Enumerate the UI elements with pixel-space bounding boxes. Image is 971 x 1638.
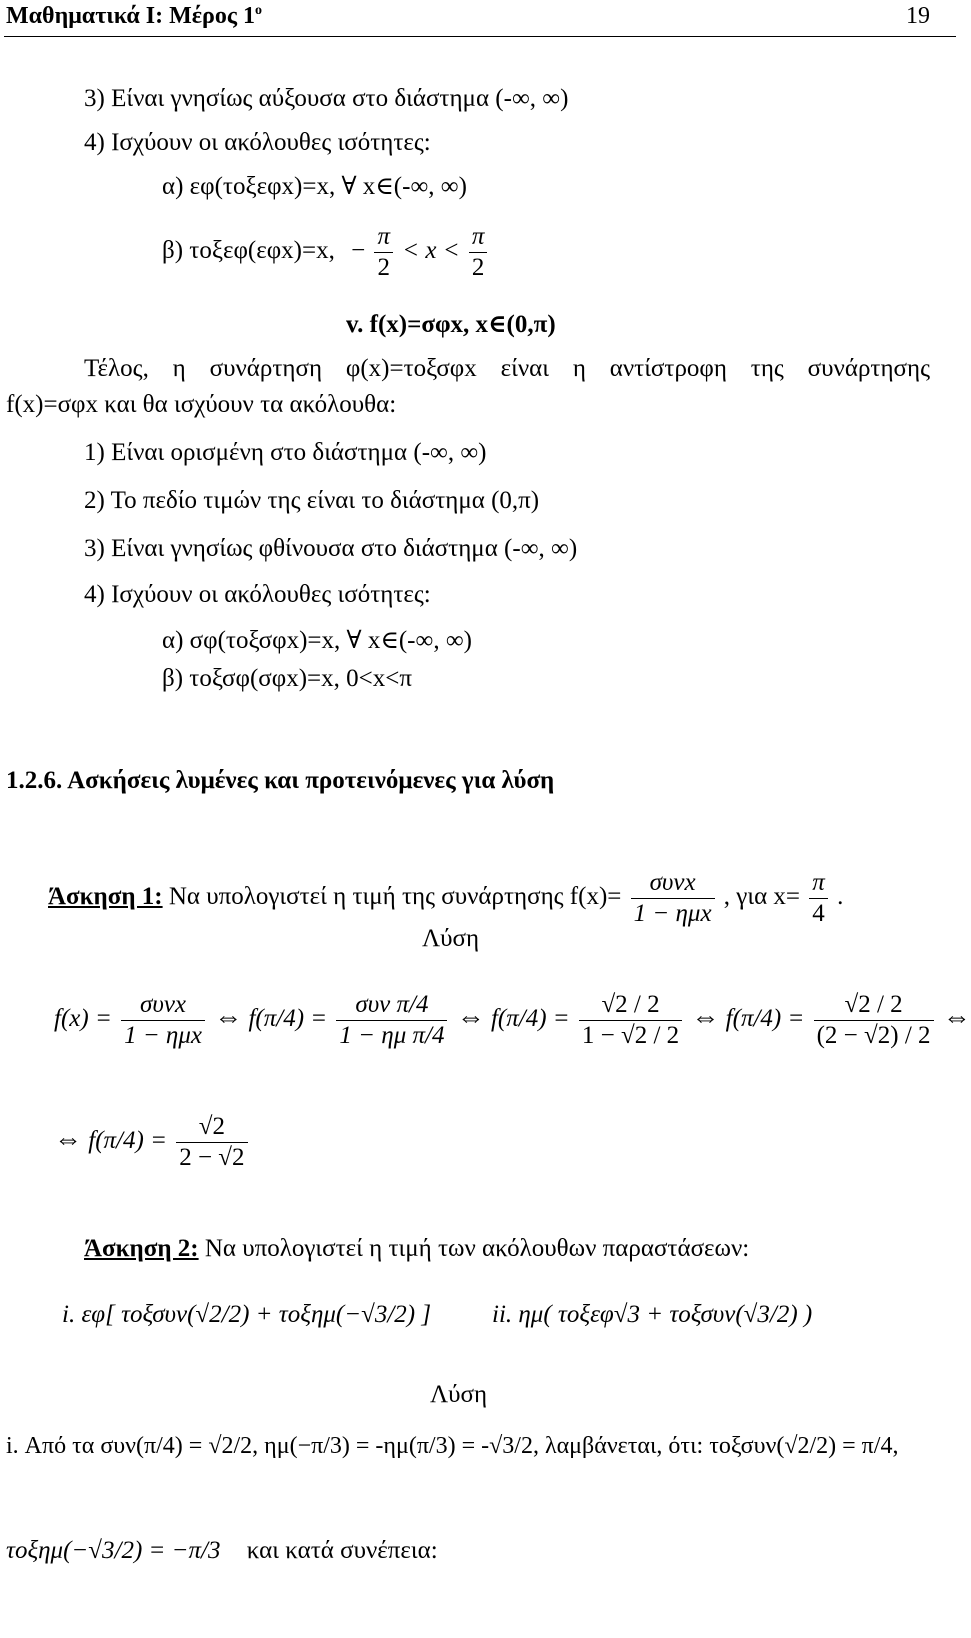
header-title: Μαθηματικά Ι: Μέρος $1^o$ xyxy=(6,3,262,29)
exercise-label: Άσκηση 2: xyxy=(84,1235,199,1262)
text-line: 4) Ισχύουν οι ακόλουθες ισότητες: xyxy=(84,581,431,608)
period: . xyxy=(837,883,844,911)
exercise-text: Να υπολογιστεί η τιμή της συνάρτησης f(x)= xyxy=(168,883,622,911)
solution-heading: Λύση xyxy=(422,925,480,952)
expression-ii: ii. ημ( τοξεφ√3 + τοξσυν(√3/2) ) xyxy=(492,1301,813,1328)
math-line xyxy=(162,222,490,283)
text-line: 3) Είναι γνησίως φθίνουσα στο διάστημα (-∞, ∞) xyxy=(84,535,578,562)
exercise-text: , για x= xyxy=(723,883,801,911)
fraction: $\frac{√2}{2 - √2}$ xyxy=(176,1112,247,1173)
page-header xyxy=(0,0,960,40)
text-line: 4) Ισχύουν οι ακόλουθες ισότητες: xyxy=(84,129,431,156)
equation-row xyxy=(54,1112,251,1173)
solution-line xyxy=(6,1536,438,1566)
case-title: v. f(x)=σφx, x∈(0,π) xyxy=(346,311,556,338)
expression-i: i. εφ[ τοξσυν(√2/2) + τοξημ(−√3/2) ] xyxy=(62,1301,432,1328)
math-text: τοξημ(−√3/2) = −π/3 xyxy=(6,1537,221,1564)
fraction: $\frac{\pi}{4}$ xyxy=(809,868,828,929)
paragraph-line: Τέλος, η συνάρτηση φ(x)=τοξσφx είναι η αντίστροφη της συνάρτησης xyxy=(84,355,930,382)
equivalence-arrow: ⇔ xyxy=(691,1002,720,1034)
exercise-label: Άσκηση 1: xyxy=(48,883,163,911)
fraction: $\frac{\text{συνx}}{\text{1 − ημx}}$ xyxy=(121,990,205,1051)
fraction: $\frac{\text{συν π/4}}{\text{1 − ημ π/4}}$ xyxy=(336,990,447,1051)
exercise-text: Να υπολογιστεί η τιμή των ακόλουθων παραστάσεων: xyxy=(204,1235,750,1262)
paragraph-line: f(x)=σφx και θα ισχύουν τα ακόλουθα: xyxy=(6,391,397,418)
lhs: f(π/4) = xyxy=(88,1127,167,1155)
equivalence-arrow: ⇔ xyxy=(942,1002,971,1034)
fraction: $\frac{\pi}{2}$ xyxy=(469,222,488,283)
equivalence-arrow: ⇔ xyxy=(54,1124,82,1156)
lhs: f(π/4) = xyxy=(490,1005,570,1033)
lhs: f(π/4) = xyxy=(248,1005,328,1033)
exercise-1 xyxy=(48,868,843,929)
fraction: $\frac{\pi}{2}$ xyxy=(374,222,393,283)
text-line: 2) Το πεδίο τιμών της είναι το διάστημα (0,π) xyxy=(84,487,540,514)
solution-heading: Λύση xyxy=(430,1381,488,1408)
page-number: 19 xyxy=(906,3,930,29)
equation-row xyxy=(54,990,971,1051)
fraction: $\frac{√2 / 2}{1 - √2 / 2}$ xyxy=(579,990,682,1051)
header-rule xyxy=(4,36,956,37)
text-line: α) εφ(τοξεφx)=x, ∀ x∈(-∞, ∞) xyxy=(162,173,467,200)
solution-line: i. Από τα συν(π/4) = √2/2, ημ(−π/3) = -ημ(π/3) = -√3/2, λαμβάνεται, ότι: τοξσυν(√2/2) = π/4, xyxy=(6,1433,899,1459)
text-line: 1) Είναι ορισμένη στο διάστημα (-∞, ∞) xyxy=(84,439,487,466)
lhs: f(x) = xyxy=(54,1005,112,1033)
section-title: 1.2.6. Ασκήσεις λυμένες και προτεινόμενες για λύση xyxy=(6,767,555,794)
minus: − xyxy=(351,237,366,265)
text-line: β) τοξσφ(σφx)=x, 0<x<π xyxy=(162,665,412,692)
lhs: f(π/4) = xyxy=(725,1005,805,1033)
text-line: α) σφ(τοξσφx)=x, ∀ x∈(-∞, ∞) xyxy=(162,627,472,654)
inequality: < x < xyxy=(402,237,460,265)
fraction: $\frac{\text{συνx}}{\text{1 − ημx}}$ xyxy=(631,868,715,929)
exercise-2 xyxy=(84,1234,749,1264)
text: και κατά συνέπεια: xyxy=(246,1537,438,1564)
fraction: $\frac{√2 / 2}{(2 - √2) / 2}$ xyxy=(814,990,934,1051)
equivalence-arrow: ⇔ xyxy=(214,1002,243,1034)
equivalence-arrow: ⇔ xyxy=(456,1002,485,1034)
text: β) τοξεφ(εφx)=x, xyxy=(162,237,335,265)
text-line: 3) Είναι γνησίως αύξουσα στο διάστημα (-∞, ∞) xyxy=(84,85,569,112)
